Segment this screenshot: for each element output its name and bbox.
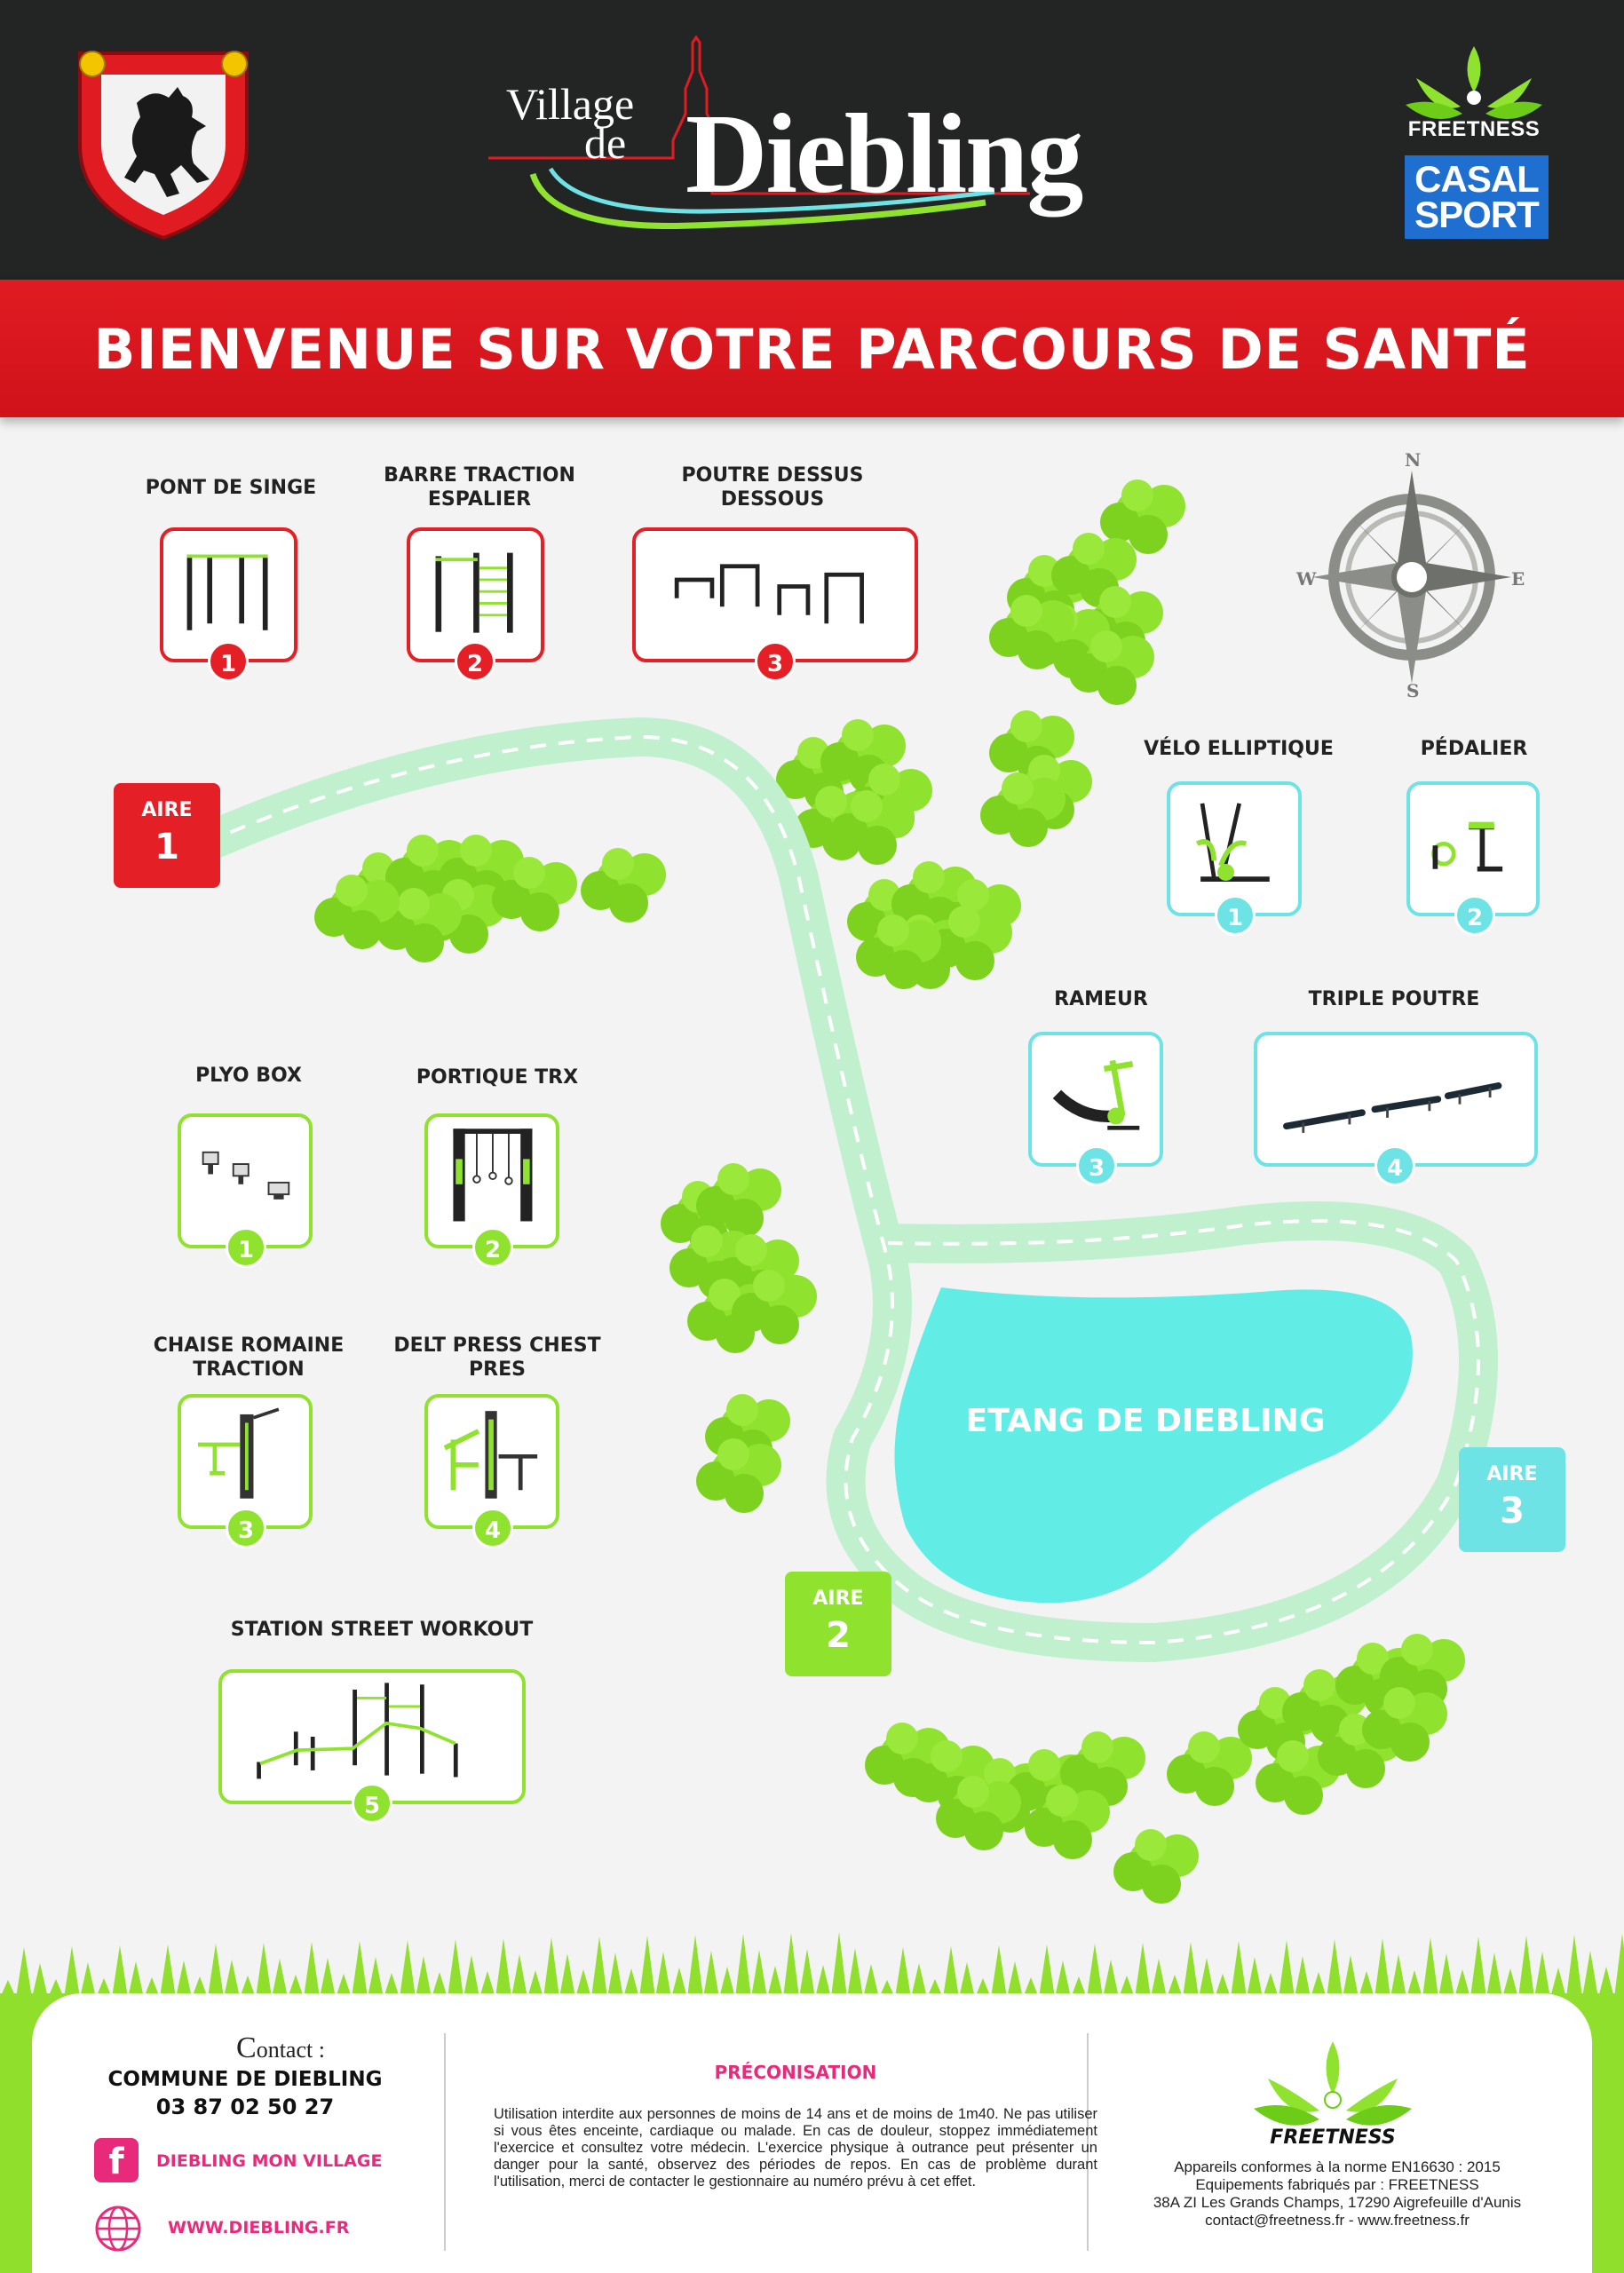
street-workout-station-icon [222, 1673, 522, 1801]
area-3-number: 3 [1500, 1491, 1525, 1532]
norm-line[interactable]: contact@freetness.fr - www.freetness.fr [1205, 2212, 1470, 2229]
equipment-card-pont-de-singe [160, 527, 297, 677]
banner-title: BIENVENUE SUR VOTRE PARCOURS DE SANTÉ [93, 317, 1531, 382]
facebook-icon[interactable]: f [94, 2138, 139, 2182]
casal-sport-logo [1405, 155, 1549, 239]
logo-village-word: Village [506, 79, 635, 129]
header-bar [0, 0, 1624, 280]
equipment-title: POUTRE DESSUS DESSOUS [681, 464, 864, 511]
tree-cluster [776, 710, 1092, 865]
lake-label: ETANG DE DIEBLING [965, 1403, 1326, 1439]
norm-line: Equipements fabriqués par : FREETNESS [1195, 2176, 1479, 2193]
equipment-number-badge: 2 [455, 641, 495, 682]
equipment-card-delt-press [424, 1394, 559, 1544]
equipment-card-barre-traction [407, 527, 544, 677]
contact-title: Contact : [236, 2031, 325, 2064]
casal-word: CASAL [1414, 158, 1539, 200]
equipment-card-rameur [1028, 1032, 1163, 1182]
equipment-card-pedalier [1406, 781, 1540, 931]
compass-east-label: E [1511, 568, 1525, 590]
norm-line: 38A ZI Les Grands Champs, 17290 Aigrefeuille d'Aunis [1153, 2194, 1522, 2211]
equipment-title: CHAISE ROMAINE TRACTION [153, 1334, 345, 1381]
logo-diebling-word: Diebling [685, 91, 1082, 217]
trx-gantry-icon [428, 1117, 556, 1245]
equipment-number-badge: 3 [755, 641, 796, 682]
sport-word: SPORT [1414, 194, 1539, 235]
compass-west-label: W [1296, 568, 1317, 590]
equipment-number-badge: 1 [208, 641, 249, 682]
globe-icon[interactable] [94, 2205, 142, 2253]
equipment-title: PLYO BOX [195, 1065, 302, 1087]
tree-cluster [865, 1634, 1465, 1904]
preconisation-text: Utilisation interdite aux personnes de moins de 14 ans et de moins de 1m40. Ne pas utiliser si vous êtes enceinte, cardiaque ou malade. En cas de douleur, stoppez immédiatement l'exercice et consultez votre médecin. L'exercice physique à outrance peut présenter un danger pour la santé, observez des périodes de repos. En cas de problème durant l'utilisation, merci de contacter le gestionnaire au numéro prévu à cet effet. [494, 2106, 1097, 2190]
area-1-marker [114, 783, 220, 888]
area-2-marker [785, 1572, 891, 1676]
commune-name: COMMUNE DE DIEBLING [107, 2068, 383, 2091]
freetness-brand-label: FREETNESS [1270, 2126, 1396, 2149]
equipment-card-triple-poutre [1254, 1032, 1538, 1182]
compass-rose-icon [1287, 453, 1536, 701]
equipment-number-badge: 4 [1374, 1145, 1415, 1186]
equipment-title: PÉDALIER [1420, 738, 1528, 760]
equipment-title: RAMEUR [1054, 988, 1148, 1010]
equipment-number-badge: 2 [472, 1227, 513, 1268]
equipment-title: VÉLO ELLIPTIQUE [1144, 738, 1334, 760]
health-trail-map [0, 417, 1624, 1927]
over-under-beams-icon [636, 531, 915, 659]
norm-line: Appareils conformes à la norme EN16630 : 2015 [1174, 2158, 1501, 2175]
equipment-number-badge: 4 [472, 1508, 513, 1548]
equipment-title: BARRE TRACTION ESPALIER [384, 464, 575, 511]
preconisation-title: PRÉCONISATION [714, 2062, 877, 2083]
roman-chair-icon [181, 1398, 309, 1525]
footer-panel [32, 1993, 1592, 2273]
equipment-title: DELT PRESS CHEST PRES [393, 1334, 601, 1381]
equipment-card-street-workout [218, 1669, 526, 1819]
equipment-card-plyo-box [178, 1113, 313, 1263]
area-1-label: AIRE [141, 799, 193, 821]
triple-balance-beam-icon [1257, 1035, 1534, 1163]
equipment-title: PONT DE SINGE [145, 477, 317, 499]
facebook-link[interactable]: DIEBLING MON VILLAGE [156, 2151, 383, 2171]
equipment-title: TRIPLE POUTRE [1308, 988, 1480, 1010]
pull-up-bar-ladder-icon [410, 531, 541, 659]
area-2-number: 2 [826, 1615, 851, 1656]
website-link[interactable]: WWW.DIEBLING.FR [168, 2218, 350, 2237]
village-de-diebling-logo [479, 36, 1082, 266]
tree-cluster [314, 835, 666, 962]
equipment-number-badge: 1 [226, 1227, 266, 1268]
logo-de-word: de [584, 118, 627, 168]
plyo-boxes-icon [181, 1117, 309, 1245]
tree-cluster [989, 479, 1185, 705]
monkey-bars-icon [163, 531, 294, 659]
diebling-coat-of-arms-icon [75, 48, 252, 243]
equipment-number-badge: 3 [1076, 1145, 1117, 1186]
pedal-exerciser-icon [1410, 785, 1536, 913]
welcome-banner [0, 280, 1624, 417]
equipment-number-badge: 5 [352, 1783, 392, 1824]
freetness-brand-label: FREETNESS [1407, 117, 1541, 141]
area-3-marker [1459, 1447, 1565, 1552]
equipment-number-badge: 1 [1215, 895, 1256, 936]
equipment-card-chaise-romaine [178, 1394, 313, 1544]
rowing-machine-icon [1032, 1035, 1160, 1163]
area-1-number: 1 [154, 827, 179, 867]
compass-rose [1287, 449, 1536, 701]
equipment-card-velo-elliptique [1167, 781, 1302, 931]
elliptical-trainer-icon [1170, 785, 1298, 913]
grass-border-decoration [0, 1918, 1624, 1998]
compass-south-label: S [1406, 680, 1420, 701]
tree-cluster [847, 861, 1021, 989]
manufacturer-info [1115, 2158, 1559, 2229]
compass-north-label: N [1405, 449, 1422, 471]
etang-lake-shape [895, 1287, 1413, 1603]
equipment-title: PORTIQUE TRX [416, 1066, 579, 1089]
equipment-number-badge: 3 [226, 1508, 266, 1548]
delt-chest-press-icon [428, 1398, 556, 1525]
area-3-label: AIRE [1486, 1463, 1538, 1485]
equipment-title: STATION STREET WORKOUT [230, 1619, 534, 1641]
tree-cluster [661, 1163, 817, 1513]
footer-divider [444, 2033, 446, 2251]
equipment-card-poutre-dessus-dessous [632, 527, 918, 677]
equipment-number-badge: 2 [1454, 895, 1495, 936]
area-2-label: AIRE [812, 1588, 864, 1610]
equipment-card-portique-trx [424, 1113, 559, 1263]
phone-number[interactable]: 03 87 02 50 27 [155, 2095, 335, 2119]
